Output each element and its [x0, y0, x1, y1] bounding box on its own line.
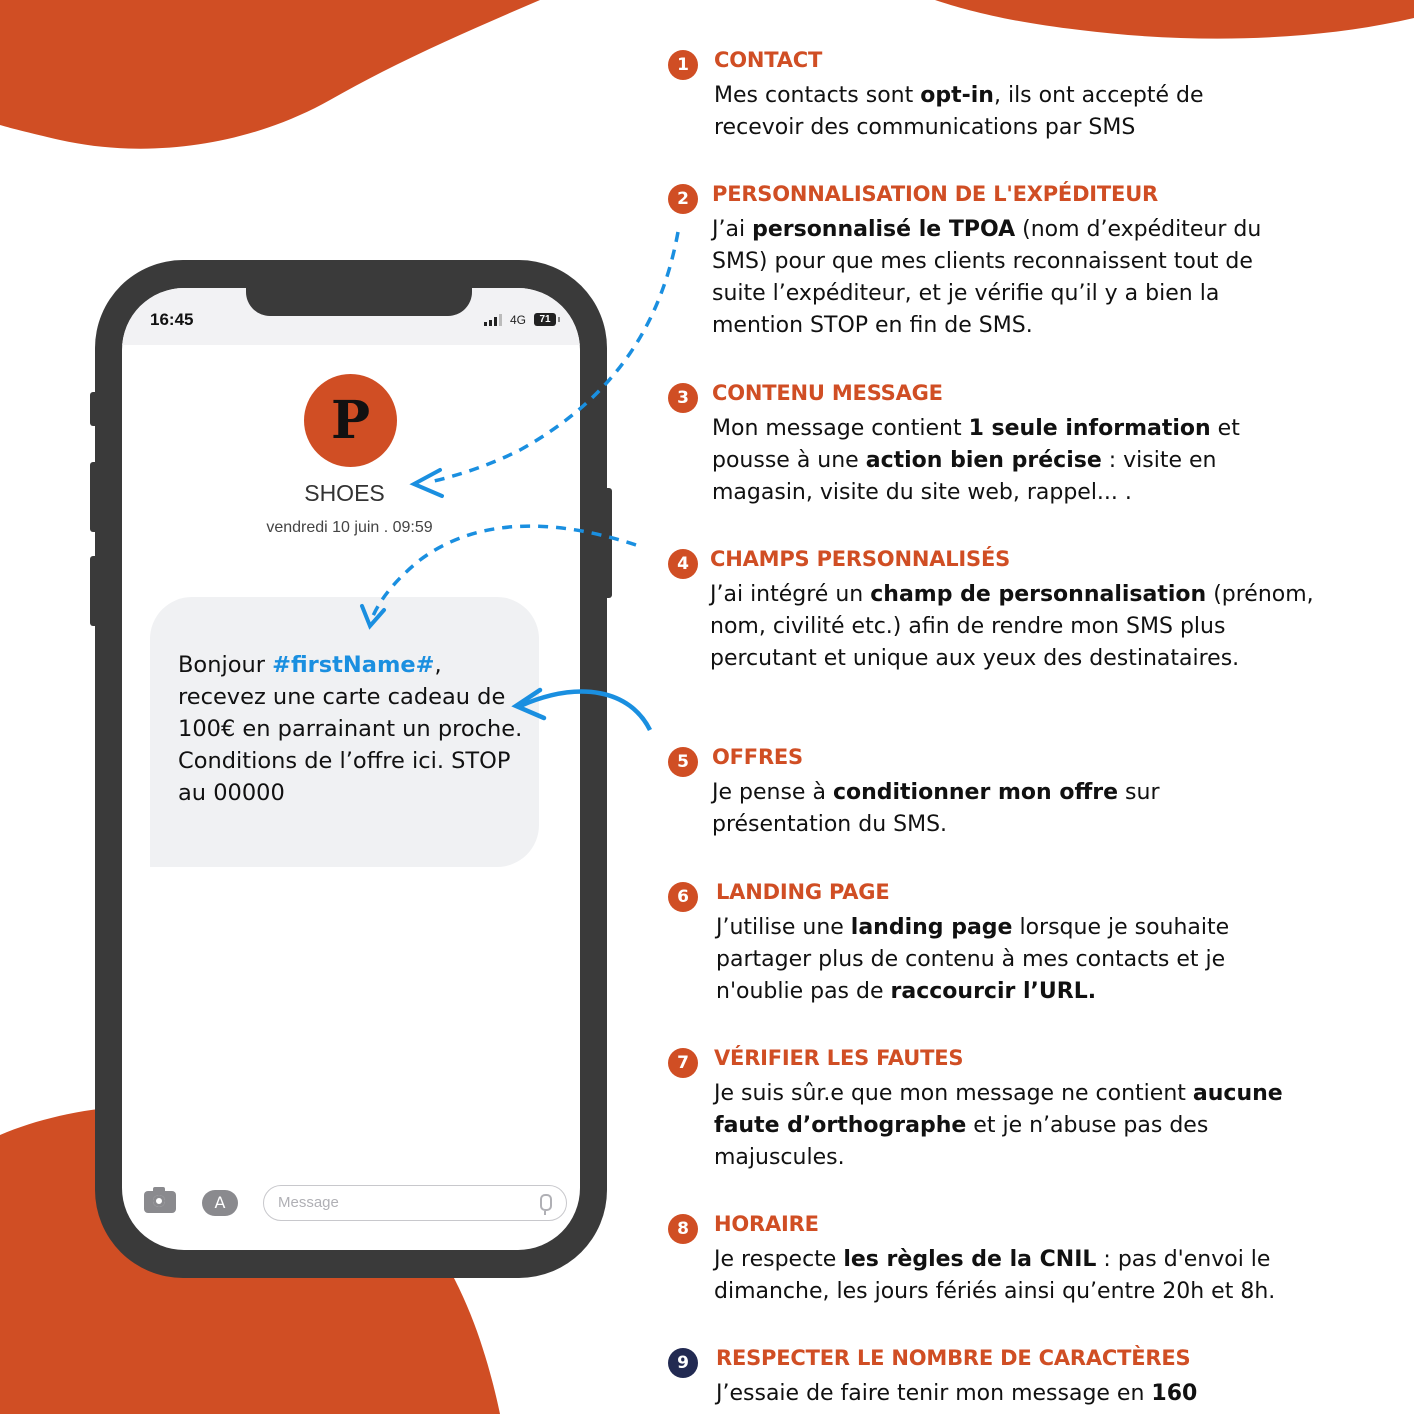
tip-text-segment: J’ai [712, 217, 753, 242]
tip-text [710, 579, 1330, 675]
tip-text-segment: (prénom, nom, civilité etc.) afin de rendre mon SMS plus percutant et unique aux yeux des destinataires. [710, 582, 1314, 671]
tip-number: 8 [668, 1214, 698, 1244]
tip-number: 1 [668, 50, 698, 80]
message-date: vendredi 10 juin . 09:59 [266, 519, 433, 536]
message-text-start: Bonjour [178, 652, 273, 678]
network-label: 4G [510, 313, 527, 327]
tip-text-bold: conditionner mon offre [832, 780, 1119, 805]
tip-text-bold: les règles de la CNIL [843, 1247, 1097, 1272]
arrow-to-sender-head [414, 470, 442, 496]
tip-text [714, 1078, 1344, 1174]
tip-text-segment: lorsque je souhaite partager plus de contenu à mes contacts et je n'oublie pas de [716, 915, 1230, 1004]
tip-text-segment: J’essaie de faire tenir mon message en [716, 1381, 1152, 1406]
tip-title: CONTACT [714, 48, 823, 72]
tip-text-segment: (nom d’expéditeur du SMS) pour que mes clients reconnaissent tout de suite l’expéditeur, et je vérifie qu’il y a bien la mention STOP en fin de SMS. [712, 217, 1262, 338]
tip-text [712, 214, 1312, 342]
tip-number: 3 [668, 383, 698, 413]
tip-title: LANDING PAGE [716, 880, 890, 904]
tip-text-segment: Mon message contient [712, 416, 969, 441]
tip-text-segment: et je n’abuse pas des majuscules. [714, 1113, 1209, 1170]
tip-title: OFFRES [712, 745, 803, 769]
message-input-placeholder: Message [278, 1194, 339, 1211]
tip-text-segment: Je suis sûr.e que mon message ne contient [714, 1081, 1193, 1106]
tip-number: 4 [668, 549, 698, 579]
personalization-field: #firstName# [272, 652, 435, 678]
tip-text-segment: J’ai intégré un [710, 582, 871, 607]
arrow-to-field [373, 526, 636, 616]
tip-number: 2 [668, 184, 698, 214]
tip-text-segment: Mes contacts sont [714, 83, 921, 108]
tip-text-segment: sur présentation du SMS. [712, 780, 1160, 837]
arrow-to-field-head [362, 606, 384, 626]
tip-number: 7 [668, 1048, 698, 1078]
app-store-icon[interactable]: A [202, 1190, 238, 1216]
tip-text [712, 777, 1232, 841]
tip-text-segment: J’utilise une [716, 915, 851, 940]
tip-text-segment: et pousse à une [712, 416, 1240, 473]
tip-title: PERSONNALISATION DE L'EXPÉDITEUR [712, 182, 1159, 206]
sender-name[interactable]: SHOES [304, 480, 385, 506]
tip-text-bold: 1 seule information [968, 416, 1211, 441]
tip-text [714, 80, 1274, 144]
battery-icon: 71 [534, 313, 556, 326]
tip-number: 6 [668, 882, 698, 912]
tip-title: CONTENU MESSAGE [712, 381, 943, 405]
tip-text [714, 1244, 1324, 1308]
tip-text-segment: Je pense à [712, 780, 833, 805]
tip-number: 5 [668, 747, 698, 777]
tip-title: CHAMPS PERSONNALISÉS [710, 547, 1011, 571]
tip-text [716, 912, 1296, 1008]
tip-number: 9 [668, 1348, 698, 1378]
arrow-to-offer [520, 692, 650, 730]
tip-text-bold: opt-in [920, 83, 994, 108]
tip-text-bold: champ de personnalisation [870, 582, 1207, 607]
tip-text-bold: raccourcir l’URL. [890, 979, 1097, 1004]
tip-title: VÉRIFIER LES FAUTES [714, 1046, 964, 1070]
tip-text-bold: action bien précise [865, 448, 1102, 473]
status-time: 16:45 [150, 310, 194, 329]
tip-text [712, 413, 1282, 509]
tip-text-segment: , ils ont accepté de recevoir des communications par SMS [714, 83, 1204, 140]
arrow-to-sender [430, 232, 678, 482]
tip-text-bold: landing page [850, 915, 1013, 940]
tip-title: RESPECTER LE NOMBRE DE CARACTÈRES [716, 1346, 1191, 1370]
message-text-end: , recevez une carte cadeau de 100€ en parrainant un proche. Conditions de l’offre ici. STOP au 00000 [178, 652, 523, 806]
tip-text-segment: : visite en magasin, visite du site web, rappel... . [712, 448, 1217, 505]
tip-text [716, 1378, 1316, 1410]
sender-avatar[interactable]: P [304, 374, 397, 467]
tip-title: HORAIRE [714, 1212, 819, 1236]
tip-text-segment: Je respecte [714, 1247, 844, 1272]
tip-text-bold: personnalisé le TPOA [752, 217, 1016, 242]
tip-text-bold: 160 [1151, 1381, 1198, 1406]
tip-text-segment: : pas d'envoi le dimanche, les jours fériés ainsi qu’entre 20h et 8h. [714, 1247, 1276, 1304]
tip-text-bold: aucune faute d’orthographe [714, 1081, 1283, 1138]
